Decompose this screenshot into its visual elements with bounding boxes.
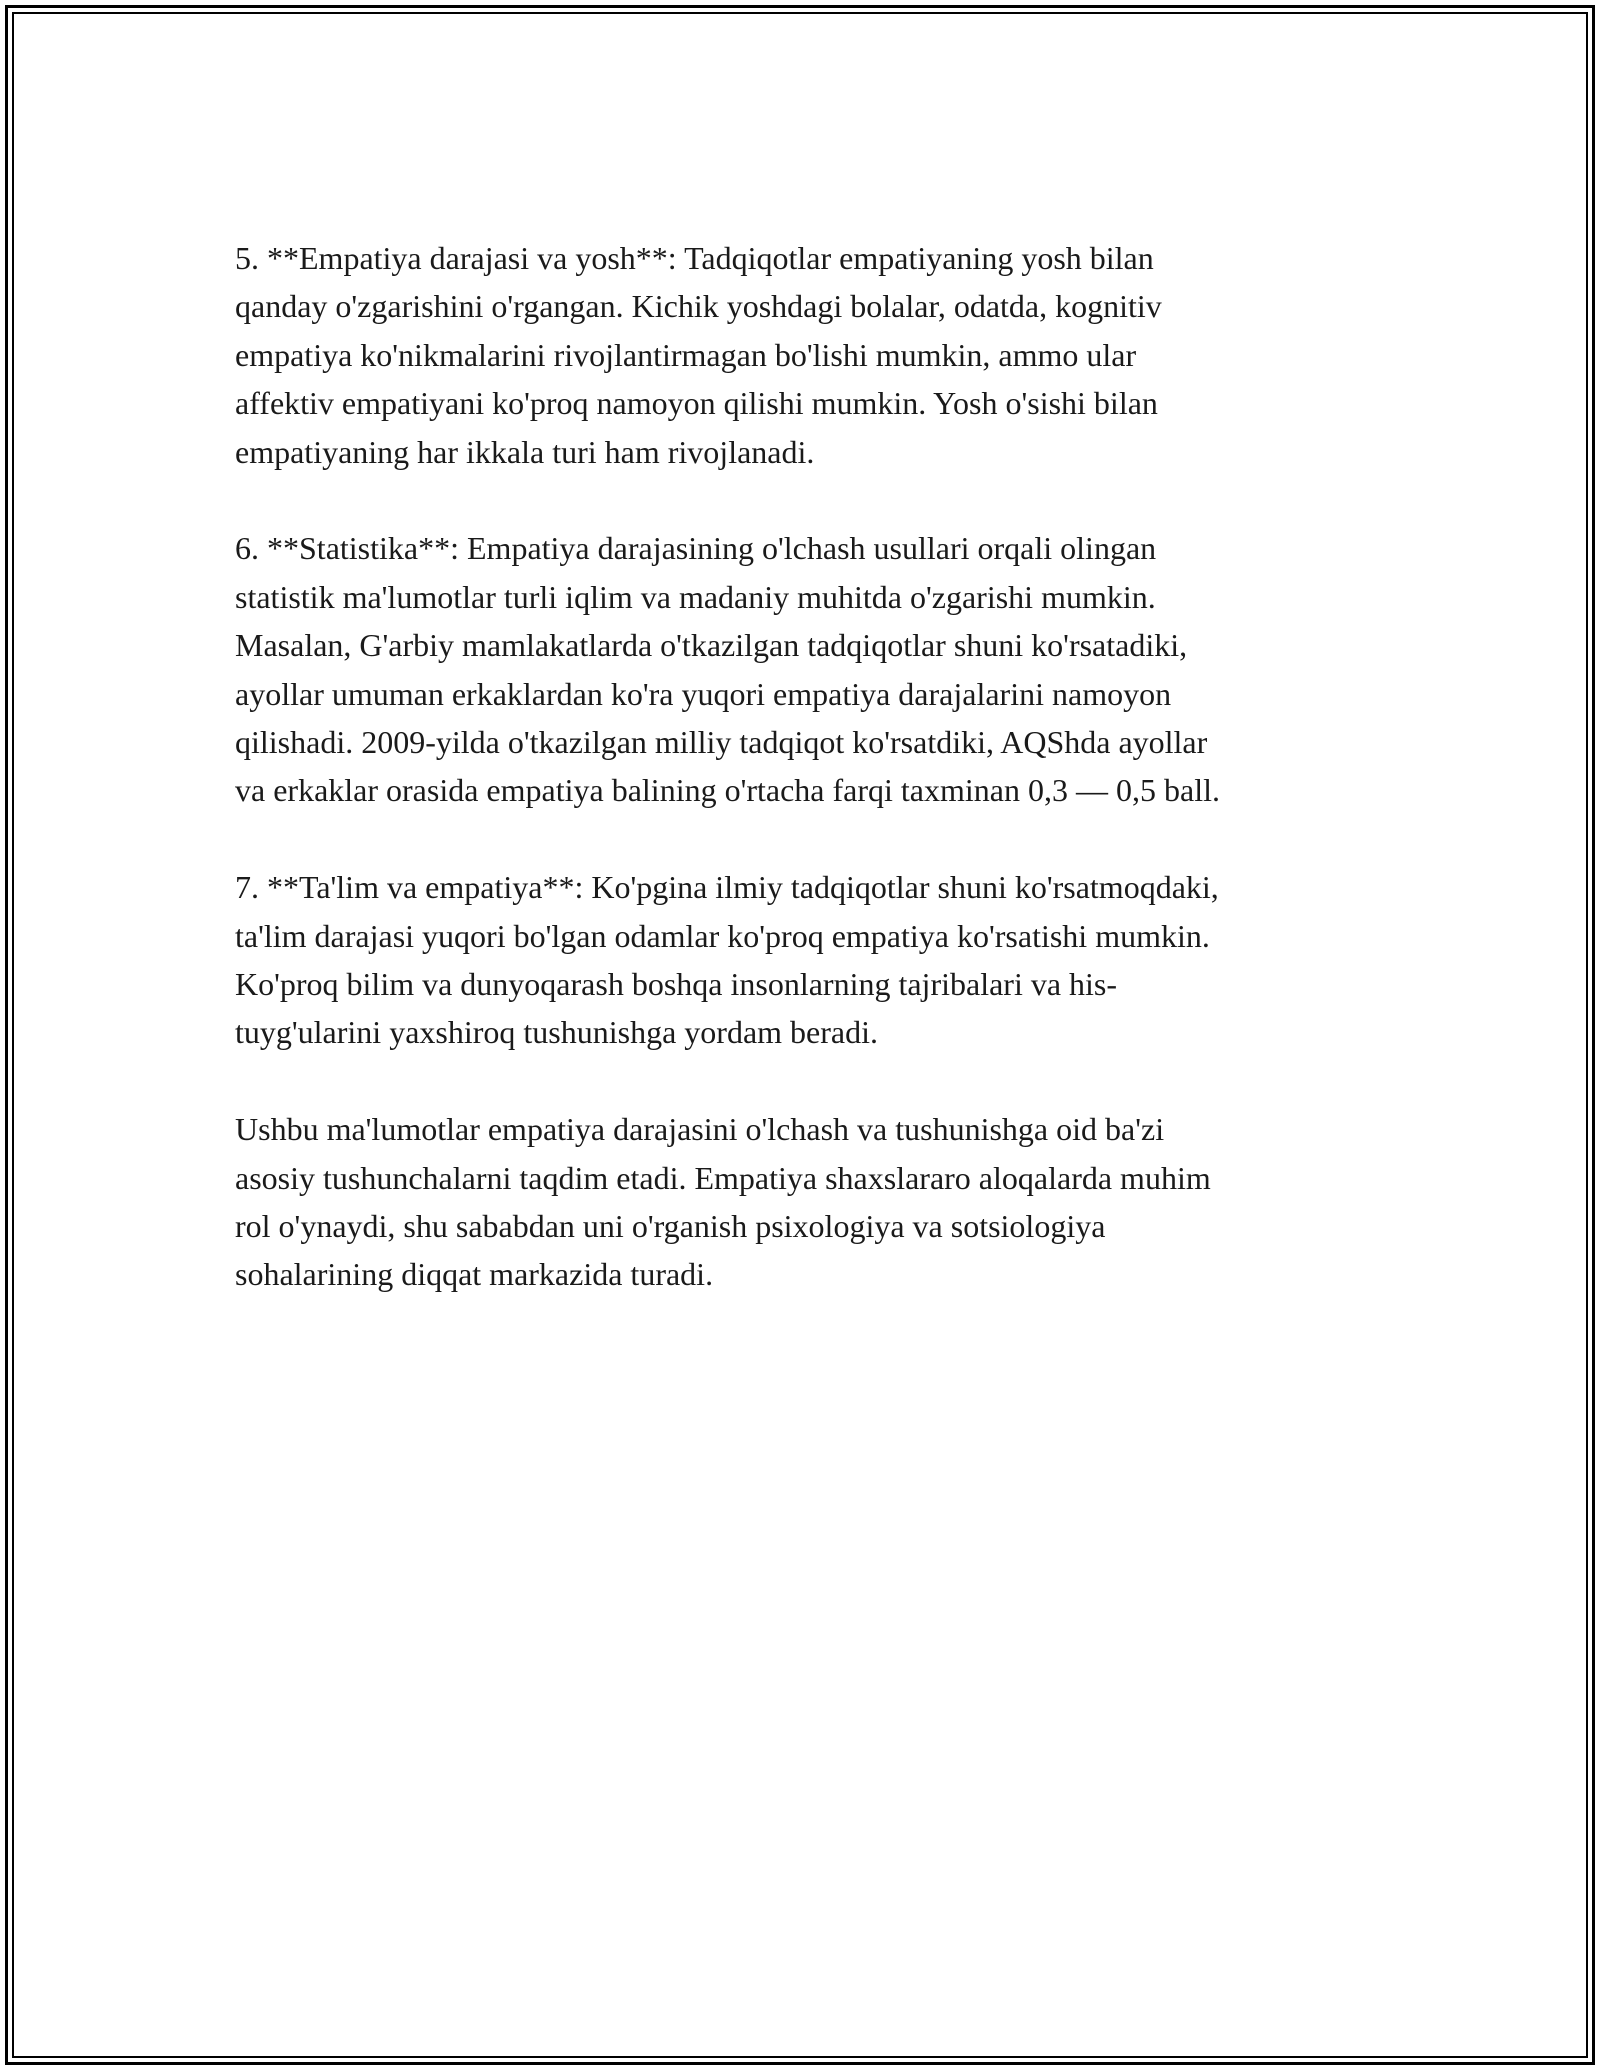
paragraph-education-empathy [235, 863, 1385, 1057]
text-line: affektiv empatiyani ko'proq namoyon qilishi mumkin. Yosh o'sishi bilan [235, 385, 1158, 422]
text-line: ta'lim darajasi yuqori bo'lgan odamlar ko'proq empatiya ko'rsatishi mumkin. [235, 917, 1210, 954]
text-line: 7. **Ta'lim va empatiya**: Ko'pgina ilmiy tadqiqotlar shuni ko'rsatmoqdaki, [235, 869, 1219, 906]
paragraph-conclusion [235, 1105, 1385, 1299]
text-line: Ko'proq bilim va dunyoqarash boshqa insonlarning tajribalari va his- [235, 966, 1118, 1003]
document-body [235, 234, 1385, 1347]
text-line: 6. **Statistika**: Empatiya darajasining o'lchash usullari orqali olingan [235, 530, 1157, 567]
text-line: 5. **Empatiya darajasi va yosh**: Tadqiqotlar empatiyaning yosh bilan [235, 240, 1154, 276]
text-line: tuyg'ularini yaxshiroq tushunishga yordam beradi. [235, 1014, 878, 1051]
text-line: Masalan, G'arbiy mamlakatlarda o'tkazilgan tadqiqotlar shuni ko'rsatadiki, [235, 627, 1188, 664]
paragraph-statistics [235, 524, 1385, 814]
paragraph-empathy-age [235, 234, 1385, 476]
text-line: qanday o'zgarishini o'rgangan. Kichik yoshdagi bolalar, odatda, kognitiv [235, 288, 1162, 325]
text-line: ayollar umuman erkaklardan ko'ra yuqori empatiya darajalarini namoyon [235, 675, 1172, 712]
text-line: asosiy tushunchalarni taqdim etadi. Empatiya shaxslararo aloqalarda muhim [235, 1159, 1211, 1196]
text-line: empatiyaning har ikkala turi ham rivojlanadi. [235, 433, 815, 470]
text-line: rol o'ynaydi, shu sababdan uni o'rganish psixologiya va sotsiologiya [235, 1208, 1106, 1245]
text-line: Ushbu ma'lumotlar empatiya darajasini o'lchash va tushunishga oid ba'zi [235, 1111, 1165, 1148]
text-line: empatiya ko'nikmalarini rivojlantirmagan bo'lishi mumkin, ammo ular [235, 336, 1137, 373]
text-line: statistik ma'lumotlar turli iqlim va madaniy muhitda o'zgarishi mumkin. [235, 578, 1156, 615]
text-line: sohalarining diqqat markazida turadi. [235, 1256, 714, 1293]
text-line: va erkaklar orasida empatiya balining o'rtacha farqi taxminan 0,3 — 0,5 ball. [235, 772, 1220, 809]
text-line: qilishadi. 2009-yilda o'tkazilgan milliy tadqiqot ko'rsatdiki, AQShda ayollar [235, 724, 1208, 761]
